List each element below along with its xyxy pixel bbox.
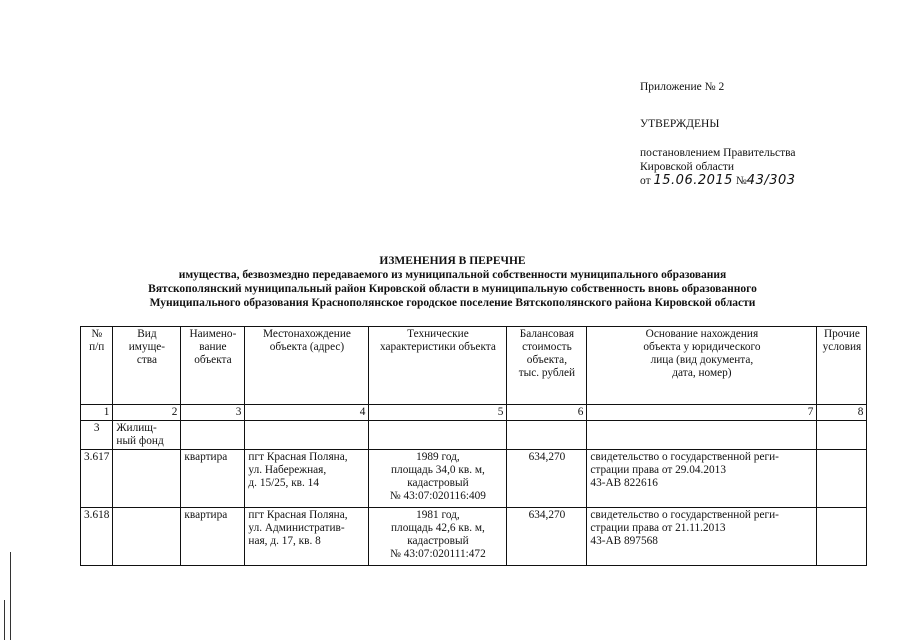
- decree-from: от: [640, 175, 651, 187]
- col-header-address: Местонахождение объекта (адрес): [245, 327, 369, 405]
- col-header-basis: Основание нахождения объекта у юридического лица (вид документа, дата, номер): [587, 327, 817, 405]
- col-number: 7: [587, 405, 817, 421]
- col-number: 2: [113, 405, 181, 421]
- row-basis: свидетельство о государственной реги- страции права от 29.04.2013 43-АВ 822616: [587, 450, 817, 508]
- col-number: 4: [245, 405, 369, 421]
- row-value: 634,270: [507, 450, 587, 508]
- decree-no-label: №: [735, 175, 747, 187]
- row-address: пгт Красная Поляна, ул. Набережная, д. 15/25, кв. 14: [245, 450, 369, 508]
- col-header-num: № п/п: [81, 327, 113, 405]
- row-basis: свидетельство о государственной реги- страции права от 21.11.2013 43-АВ 897568: [587, 508, 817, 566]
- row-tech: 1981 год, площадь 42,6 кв. м, кадастровый № 43:07:020111:472: [369, 508, 507, 566]
- table-row: [81, 508, 867, 566]
- decree-line-1: постановлением Правительства: [640, 147, 796, 159]
- row-name: квартира: [181, 450, 245, 508]
- col-number: 5: [369, 405, 507, 421]
- row-tech: 1989 год, площадь 34,0 кв. м, кадастровый № 43:07:020116:409: [369, 450, 507, 508]
- col-header-tech: Технические характеристики объекта: [369, 327, 507, 405]
- column-number-row: [81, 405, 867, 421]
- col-number: 3: [181, 405, 245, 421]
- scan-margin-line: [10, 552, 11, 640]
- doc-subtitle-1: имущества, безвозмездно передаваемого из муниципальной собственности муниципального образования: [178, 269, 727, 281]
- section-row: [81, 421, 867, 450]
- col-number: 8: [817, 405, 867, 421]
- row-value: 634,270: [507, 508, 587, 566]
- decree-number: 43/303: [746, 173, 796, 188]
- col-header-type: Вид имуще- ства: [113, 327, 181, 405]
- table-header-row: [81, 327, 867, 405]
- col-header-name: Наимено- вание объекта: [181, 327, 245, 405]
- row-num: 3.617: [81, 450, 113, 508]
- doc-title: ИЗМЕНЕНИЯ В ПЕРЕЧНЕ: [379, 255, 526, 267]
- doc-subtitle-3: Муниципального образования Краснополянское городское поселение Вятскополянского района Кировской области: [149, 297, 756, 309]
- decree-date: 15.06.2015: [653, 173, 733, 188]
- row-name: квартира: [181, 508, 245, 566]
- row-num: 3.618: [81, 508, 113, 566]
- col-number: 6: [507, 405, 587, 421]
- col-header-value: Балансовая стоимость объекта, тыс. рублей: [507, 327, 587, 405]
- section-num: 3: [81, 421, 113, 450]
- table-row: [81, 450, 867, 508]
- approved-label: УТВЕРЖДЕНЫ: [640, 118, 720, 130]
- section-type: Жилищ- ный фонд: [113, 421, 181, 450]
- appendix-label: Приложение № 2: [640, 81, 725, 93]
- row-address: пгт Красная Поляна, ул. Административ- ная, д. 17, кв. 8: [245, 508, 369, 566]
- doc-subtitle-2: Вятскополянский муниципальный район Кировской области в муниципальную собственность вновь образованного: [148, 283, 757, 295]
- col-header-other: Прочие условия: [817, 327, 867, 405]
- scan-margin-line: [4, 600, 5, 640]
- decree-date-line: [640, 174, 796, 188]
- col-number: 1: [81, 405, 113, 421]
- decree-line-2: Кировской области: [640, 161, 735, 173]
- property-table: [80, 326, 867, 566]
